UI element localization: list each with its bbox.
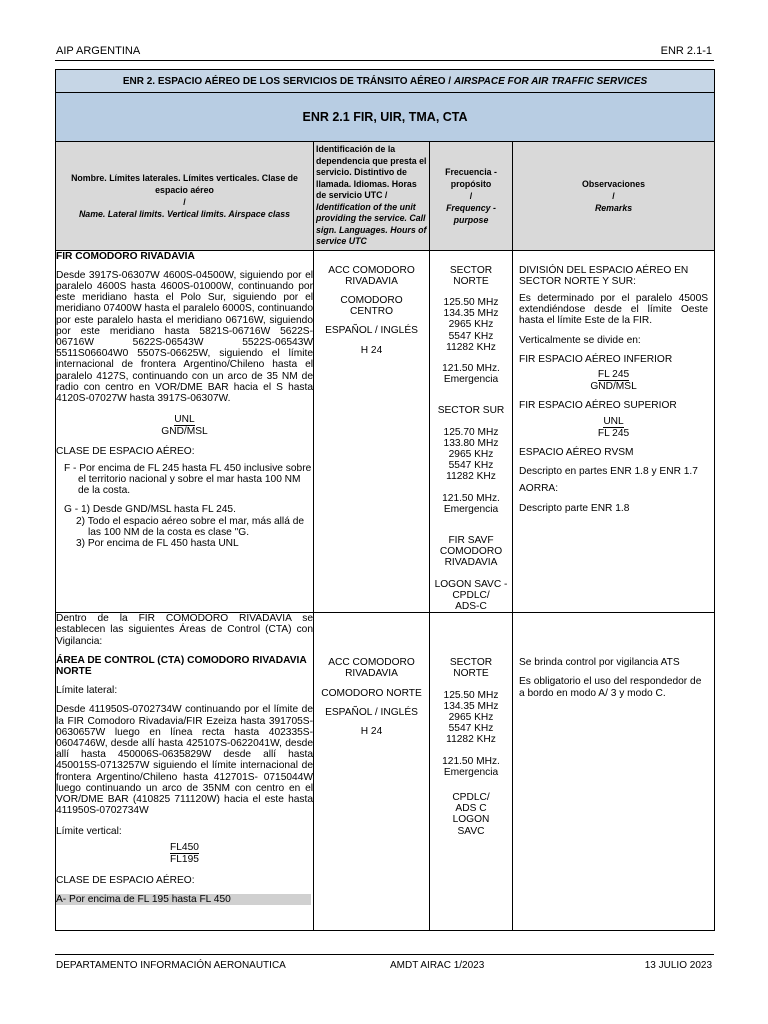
south-emergency-label: Emergencia	[443, 503, 499, 515]
freq-item: 134.35 MHz	[443, 308, 499, 320]
upper-airspace-lower: FL 245	[597, 427, 630, 439]
unit-hours: H 24	[360, 344, 383, 356]
fir-upper-limit: UNL	[174, 414, 195, 426]
north-emergency-label: Emergencia	[443, 374, 499, 386]
freq-item: 5547 KHz	[448, 460, 494, 472]
freq-item: 133.80 MHz	[443, 437, 499, 449]
row2-frequencies	[430, 613, 513, 931]
footer-rule	[55, 954, 714, 955]
section-title: ENR 2.1 FIR, UIR, TMA, CTA	[56, 93, 715, 142]
remark-parallel: Es determinado por el paralelo 4500S extendiéndose desde el límite Oeste hasta el límite Este de la FIR.	[519, 292, 709, 327]
cta-intro: Dentro de la FIR COMODORO RIVADAVIA se establecen las siguientes Áreas de Control (CTA) con Vigilancia:	[56, 613, 313, 647]
row1-unit	[314, 250, 430, 613]
col2-es: Identificación de la dependencia que presta el servicio. Distintivo de llamada. Idiomas. Horas de servicio UTC /	[316, 144, 427, 200]
fir-lateral-limits: Desde 3917S-06307W 4600S-04500W, siguiendo por el paralelo 4600S hasta 4600S-01000W, continuando por este meridiano hasta el Polo Sur, siguiendo por el meridiano 07400W hasta el paralelo 6000S, continuando por este paralelo hasta el meridiano 06716W, siguiendo por este meridiano hasta 5821S-06716W 5622S-06716W 5622S-06543W 5522S-06543W 5511S06604W0 5507S-06625W, siguiendo el límite internacional de frontera Argentino/Chileno hasta el paralelo 4127S, continuando con un arco de 35 NM de radio con centro en VOR/DME BAR hacia el S hasta 4120S-07027W hasta 3917S-06307W.	[56, 269, 313, 404]
col3-en: Frequency - purpose	[446, 202, 496, 225]
fir-title: FIR COMODORO RIVADAVIA	[56, 250, 195, 262]
cta-lateral-limits: Desde 411950S-0702734W continuando por el límite de la FIR Comodoro Rivadavia/FIR Ezeiza hasta 391705S-0630657W luego en línea recta hasta 402335S-0604746W, desde allí hasta 425107S-0622041W, desde allí hasta 450006S-0635829W desde allí hasta 450015S-0713257W siguiendo el límite internacional de frontera Argentino/Chileno hasta 412701S- 0715044W luego continuando un arco de 35NM con centro en el VOR/DME BAR (410825 711120W) hacia el este hasta 411950S-0702734W	[56, 704, 313, 817]
fir-savf-line: COMODORO	[439, 546, 503, 558]
logon-line: CPDLC/	[452, 589, 490, 601]
lower-airspace-upper: FL 245	[597, 368, 630, 380]
fir-class-title: CLASE DE ESPACIO AÉREO:	[56, 445, 195, 457]
col3-es: Frecuencia - propósito	[445, 166, 497, 189]
lower-airspace-lower: GND/MSL	[590, 381, 637, 393]
cta-class-title: CLASE DE ESPACIO AÉREO:	[56, 875, 195, 887]
header-right: ENR 2.1-1	[660, 45, 712, 57]
remark-surveillance: Se brinda control por vigilancia ATS	[519, 657, 680, 669]
sector-north-label: SECTOR NORTE	[449, 657, 493, 680]
footer-right: 13 JULIO 2023	[644, 960, 712, 971]
freq-item: 125.70 MHz	[443, 426, 499, 438]
header-rule	[55, 60, 714, 61]
cta-lateral-title: Límite lateral:	[56, 685, 118, 697]
col-header-name	[56, 142, 314, 251]
unit-callsign: COMODORO NORTE	[321, 687, 422, 699]
part-title	[56, 70, 715, 93]
freq-item: 2965 KHz	[448, 711, 494, 723]
south-emergency-freq: 121.50 MHz.	[442, 492, 500, 504]
fir-lower-limit: GND/MSL	[161, 426, 208, 438]
col1-es: Nombre. Límites laterales. Límites verticales. Clase de espacio aéreo	[71, 172, 298, 195]
unit-callsign: COMODORO CENTRO	[340, 294, 403, 318]
cta-title: ÁREA DE CONTROL (CTA) COMODORO RIVADAVIA NORTE	[56, 654, 307, 677]
unit-name: ACC COMODORO RIVADAVIA	[328, 264, 415, 287]
sector-north-label: SECTOR NORTE	[449, 264, 493, 287]
remark-upper-airspace: FIR ESPACIO AÉREO SUPERIOR	[519, 400, 677, 412]
remark-vertical: Verticalmente se divide en:	[519, 334, 641, 346]
row1-remarks	[513, 250, 715, 613]
airspace-table	[55, 69, 715, 931]
cta-lower-limit: FL195	[170, 853, 199, 865]
emergency-label: Emergencia	[443, 766, 499, 778]
header-left: AIP ARGENTINA	[56, 45, 141, 57]
freq-item: 11282 KHz	[446, 341, 496, 353]
row2-unit	[314, 613, 430, 931]
datalink-line: CPDLC/	[452, 792, 490, 803]
remark-aorra: AORRA:	[519, 483, 559, 495]
freq-item: 5547 KHz	[448, 330, 494, 342]
fir-class-g1: G - 1) Desde GND/MSL hasta FL 245.	[64, 504, 236, 516]
logon-line: ADS-C	[455, 600, 487, 612]
footer-left: DEPARTAMENTO INFORMACIÓN AERONAUTICA	[56, 960, 286, 971]
col2-en: Identification of the unit providing the service. Call sign. Languages. Hours of service UTC	[316, 201, 427, 246]
col1-en: Name. Lateral limits. Vertical limits. Airspace class	[78, 208, 291, 219]
freq-item: 11282 KHz	[446, 734, 496, 746]
footer-center: AMDT AIRAC 1/2023	[390, 960, 485, 971]
row1-frequencies	[430, 250, 513, 613]
fir-savf-line: RIVADAVIA	[444, 557, 498, 569]
col3-sep: /	[469, 190, 473, 201]
remark-transponder: Es obligatorio el uso del respondedor de a bordo en modo A/ 3 y modo C.	[519, 676, 702, 699]
freq-item: 2965 KHz	[448, 319, 494, 331]
part-title-en: AIRSPACE FOR AIR TRAFFIC SERVICES	[453, 75, 648, 87]
col4-sep: /	[612, 190, 615, 201]
remark-aorra-desc: Descripto parte ENR 1.8	[519, 502, 630, 514]
datalink-line: ADS C	[455, 803, 487, 815]
datalink-line: LOGON	[452, 814, 490, 826]
row2-remarks	[513, 613, 715, 931]
freq-item: 125.50 MHz	[443, 689, 499, 701]
col1-sep: /	[183, 196, 186, 207]
sector-south-label: SECTOR SUR	[437, 405, 505, 417]
fir-savf-line: FIR SAVF	[448, 534, 494, 546]
unit-hours: H 24	[360, 725, 383, 737]
sector-north-freq-list	[432, 297, 510, 353]
row2-airspace	[56, 613, 314, 931]
part-title-es: ENR 2. ESPACIO AÉREO DE LOS SERVICIOS DE TRÁNSITO AÉREO /	[122, 75, 454, 87]
north-emergency-freq: 121.50 MHz.	[442, 362, 500, 374]
col-header-unit	[314, 142, 430, 251]
logon-line: LOGON SAVC -	[434, 578, 508, 590]
cta-upper-limit: FL450	[170, 841, 199, 853]
freq-item: 5547 KHz	[448, 723, 494, 735]
fir-class-f: F - Por encima de FL 245 hasta FL 450 inclusive sobre el territorio nacional y sobre el mar hasta 100 NM de la costa.	[64, 462, 312, 497]
col-header-remarks	[513, 142, 715, 251]
cta-vertical-title: Límite vertical:	[56, 826, 122, 838]
remark-lower-airspace: FIR ESPACIO AÉREO INFERIOR	[519, 353, 673, 365]
col4-es: Observaciones	[581, 178, 646, 189]
cta-class-a: A- Por encima de FL 195 hasta FL 450	[56, 894, 311, 905]
freq-item: 125.50 MHz	[443, 296, 499, 308]
remark-rvsm-desc: Descripto en partes ENR 1.8 y ENR 1.7	[519, 466, 698, 478]
emergency-freq: 121.50 MHz.	[442, 755, 500, 767]
col4-en: Remarks	[594, 202, 633, 213]
unit-name: ACC COMODORO RIVADAVIA	[328, 657, 415, 680]
unit-languages: ESPAÑOL / INGLÉS	[325, 706, 418, 718]
remark-rvsm: ESPACIO AÉREO RVSM	[519, 446, 634, 458]
fir-class-g3: 3) Por encima de FL 450 hasta UNL	[76, 537, 239, 549]
remark-division: DIVISIÓN DEL ESPACIO AÉREO EN SECTOR NORTE Y SUR:	[519, 264, 689, 287]
col-header-frequency	[430, 142, 513, 251]
sector-south-freq-list	[432, 427, 510, 483]
freq-item: 2965 KHz	[448, 448, 494, 460]
upper-airspace-upper: UNL	[603, 415, 624, 427]
unit-languages: ESPAÑOL / INGLÉS	[325, 325, 418, 337]
row1-airspace	[56, 250, 314, 613]
datalink-line: SAVC	[457, 825, 485, 837]
fir-class-g2: 2) Todo el espacio aéreo sobre el mar, más allá de las 100 NM de la costa es clase "G.	[76, 515, 305, 538]
freq-item: 134.35 MHz	[443, 700, 499, 712]
freq-item: 11282 KHz	[446, 471, 496, 483]
